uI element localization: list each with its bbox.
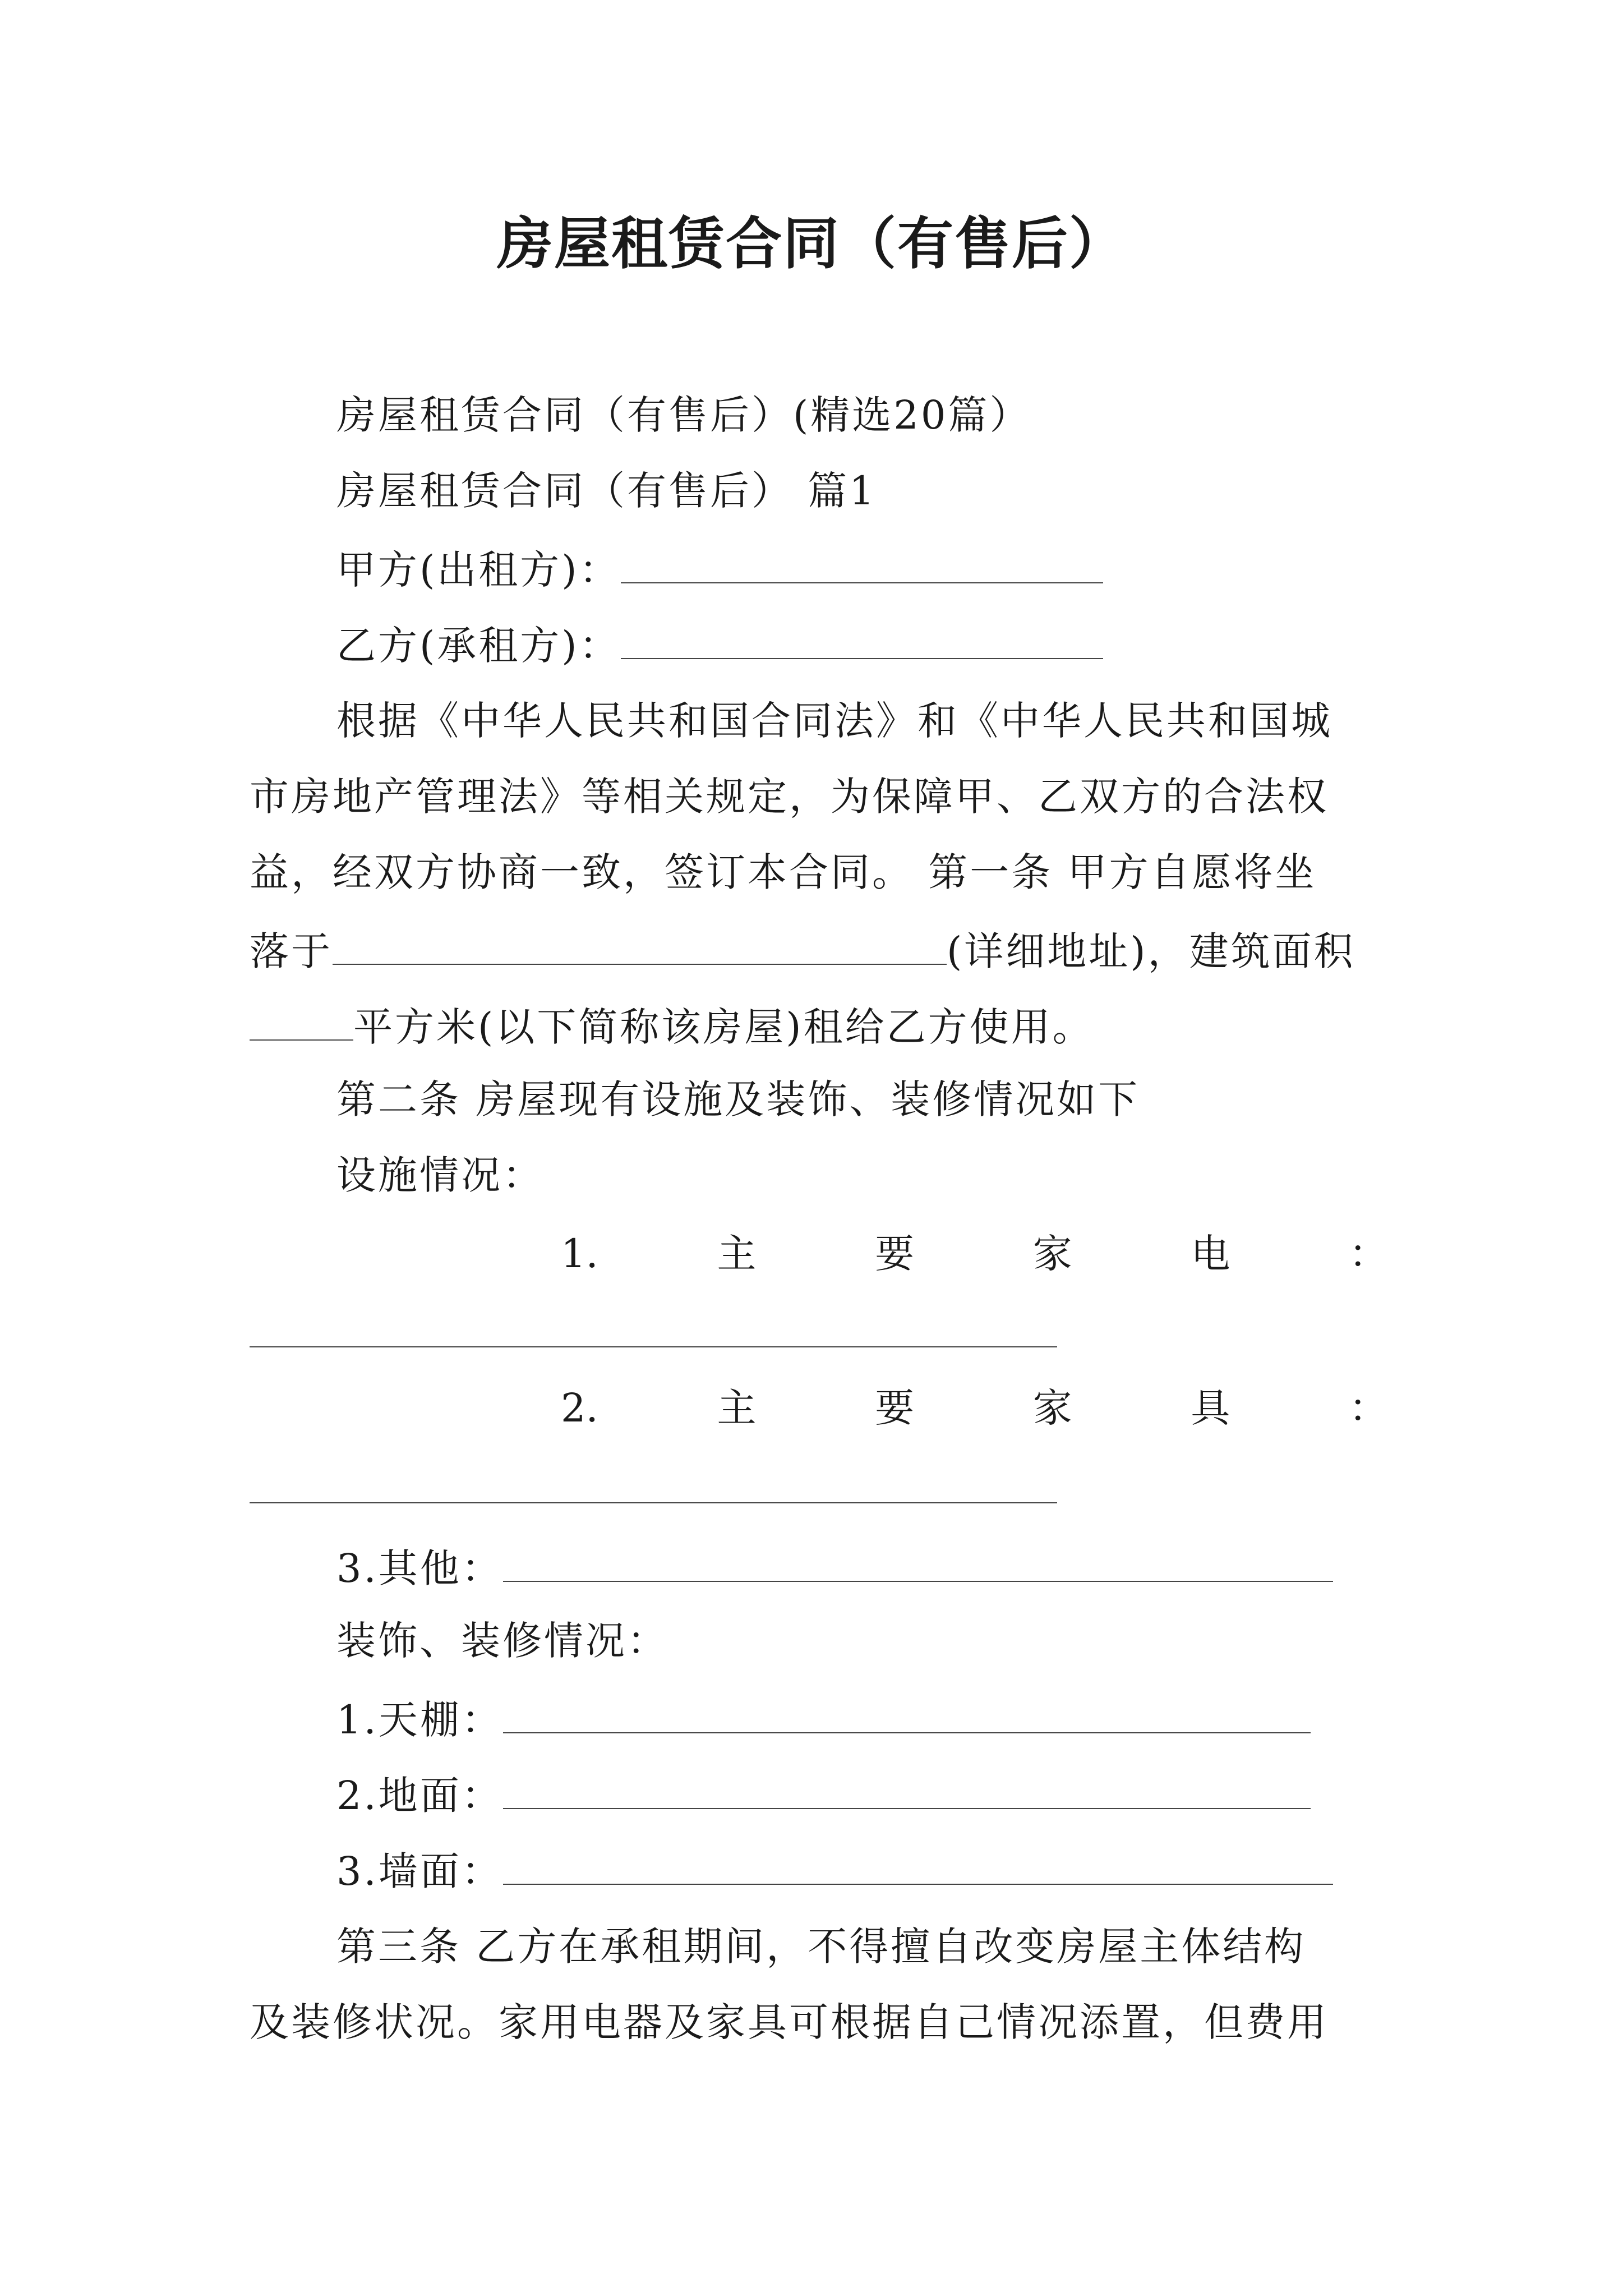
item-char: ： [1349,1385,1388,1431]
party-a-line [336,539,1103,598]
document-title: 房屋租赁合同（有售后） [497,211,1126,277]
item-char: ： [1349,1231,1388,1277]
decoration-heading: 装饰、装修情况： [336,1618,668,1664]
item-other [336,1537,1333,1596]
deco-wall-label: 3.墙面： [336,1848,503,1894]
appliances-blank [250,1346,1057,1347]
party-a-label: 甲方(出租方)： [336,547,621,593]
deco-ceiling-blank [503,1688,1311,1733]
item-char: 家 [1032,1385,1072,1431]
item-char: 要 [875,1385,915,1431]
section-heading: 房屋租赁合同（有售后） 篇1 [336,468,877,514]
item-other-label: 3.其他： [336,1545,503,1591]
address-prefix: 落于 [250,928,333,974]
deco-ceiling-label: 1.天棚： [336,1697,503,1743]
deco-floor-label: 2.地面： [336,1773,503,1819]
item-char: 2. [561,1385,598,1431]
item-char: 1. [561,1231,598,1277]
subtitle: 房屋租赁合同（有售后）(精选20篇） [336,392,1031,438]
facilities-heading: 设施情况： [336,1152,544,1198]
article-3-line: 第三条 乙方在承租期间，不得擅自改变房屋主体结构 [336,1924,1306,1970]
paragraph-line: 益，经双方协商一致，签订本合同。 第一条 甲方自愿将坐 [250,849,1317,895]
item-char: 主 [717,1231,757,1277]
area-blank [250,996,353,1041]
item-furniture [250,1380,1388,1436]
article-3-line: 及装修状况。家用电器及家具可根据自己情况添置，但费用 [250,1999,1329,2045]
deco-floor-blank [503,1764,1311,1809]
item-appliances [250,1226,1388,1282]
address-blank [333,920,947,965]
paragraph-line: 根据《中华人民共和国合同法》和《中华人民共和国城 [336,698,1332,744]
address-suffix: (详细地址)，建筑面积 [947,928,1355,974]
area-line [250,996,1094,1055]
item-char: 家 [1032,1231,1072,1277]
area-text: 平方米(以下简称该房屋)租给乙方使用。 [353,1004,1094,1050]
deco-wall-blank [503,1840,1333,1885]
party-b-blank [621,614,1103,659]
article-2: 第二条 房屋现有设施及装饰、装修情况如下 [336,1076,1140,1122]
item-char: 电 [1191,1231,1230,1277]
item-char: 具 [1191,1385,1230,1431]
deco-ceiling [336,1688,1311,1748]
deco-floor [336,1764,1311,1824]
paragraph-line: 市房地产管理法》等相关规定，为保障甲、乙双方的合法权 [250,774,1329,820]
deco-wall [336,1840,1333,1899]
party-a-blank [621,539,1103,583]
item-char: 主 [717,1385,757,1431]
address-line [250,920,1355,979]
party-b-label: 乙方(承租方)： [336,623,621,669]
item-other-blank [503,1537,1333,1582]
party-b-line [336,614,1103,674]
item-char: 要 [875,1231,915,1277]
furniture-blank [250,1502,1057,1503]
